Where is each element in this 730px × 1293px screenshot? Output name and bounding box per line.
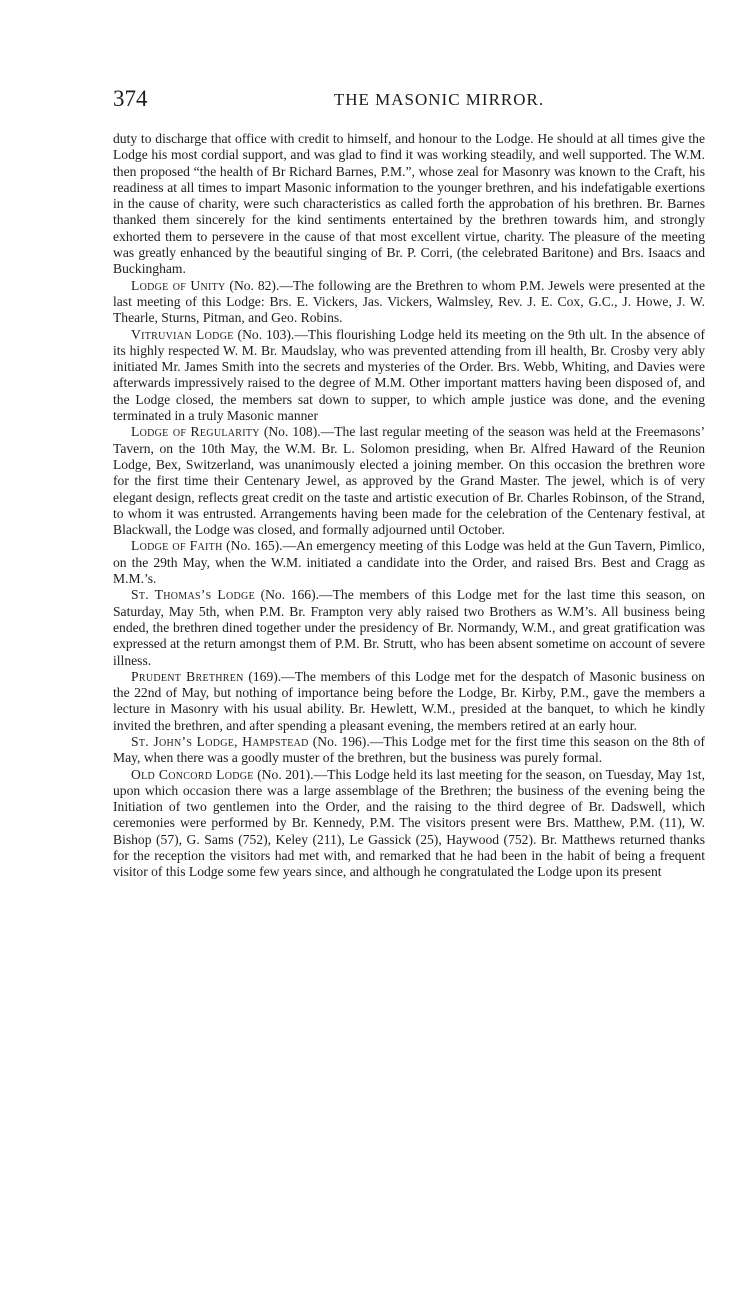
lodge-heading: Lodge of Faith — [131, 538, 223, 554]
paragraph-text: (No. 103).—This flourishing Lodge held its meeting on the 9th ult. In the absence of its highly respected W. M. Br. Maudslay, who was prevented attending from ill health, Br. Crosby very ably initiated Mr. James Smith into the secrets and mysteries of the Order. Brs. Webb, Whiting, and Davies were afterwards impressively raised to the degree of M.M. Other important matters having been disposed of, and the Lodge closed, the members sat down to supper, to which ample justice was done, and the evening terminated in a truly Masonic manner — [113, 326, 705, 424]
paragraph-lodge-of-faith — [113, 538, 705, 587]
page-number: 374 — [113, 86, 148, 111]
paragraph-lodge-of-unity — [113, 278, 705, 327]
paragraph-st-thomas-lodge — [113, 587, 705, 668]
lodge-heading: Old Concord Lodge — [131, 766, 254, 782]
paragraph-text: (No. 108).—The last regular meeting of the season was held at the Freemasons’ Tavern, on the 10th May, the W.M. Br. L. Solomon presiding, when Br. Alfred Haward of the Reunion Lodge, Bex, Switzerland, was unanimously elected a joining member. On this occasion the brethren wore for the first time their Centenary Jewel, as approved by the Grand Master. The jewel, which is of very elegant design, reflects great credit on the taste and artistic execution of Br. Charles Robinson, of the Strand, to whom it was entrusted. Arrangements having been made for the celebration of the Centenary festival, at Blackwall, the Lodge was closed, and formally adjourned until October. — [113, 424, 705, 538]
paragraph-old-concord-lodge — [113, 767, 705, 881]
paragraph-vitruvian-lodge — [113, 327, 705, 425]
page-header — [113, 86, 705, 118]
paragraph-prudent-brethren — [113, 669, 705, 734]
lodge-heading: Lodge of Unity — [131, 277, 226, 293]
paragraph-text: (No. 165).—An emergency meeting of this Lodge was held at the Gun Tavern, Pimlico, on the 29th May, when the W.M. initiated a candidate into the Order, and raised Brs. Best and Cragg as M.M.’s. — [113, 538, 705, 587]
article-body — [113, 131, 705, 881]
paragraph-text: (No. 196).—This Lodge met for the first time this season on the 8th of May, when there was a goodly muster of the brethren, but the business was purely formal. — [113, 733, 705, 766]
paragraph-continuation — [113, 131, 705, 278]
lodge-heading: Lodge of Regularity — [131, 424, 260, 440]
lodge-heading: Vitruvian Lodge — [131, 326, 234, 342]
paragraph-text: duty to discharge that office with credit to himself, and honour to the Lodge. He should at all times give the Lodge his most cordial support, and was glad to find it was working steadily, and well supported. The W.M. then proposed “the health of Br Richard Barnes, P.M.”, whose zeal for Masonry was known to the Craft, his readiness at all times to impart Masonic information to the younger brethren, and his indefatigable exertions in the cause of charity, were such characteristics as called forth the approbation of his brethren. Br. Barnes thanked them sincerely for the kind sentiments entertained by the brethren towards him, and strongly exhorted them to persevere in the cause of that most excellent virtue, charity. The pleasure of the meeting was greatly enhanced by the beautiful singing of Br. P. Corri, (the celebrated Baritone) and Brs. Isaacs and Buckingham. — [113, 131, 705, 277]
running-title: THE MASONIC MIRROR. — [333, 90, 545, 109]
paragraph-text: (169).—The members of this Lodge met for the despatch of Masonic business on the 22nd of May, but nothing of importance being before the Lodge, Br. Kirby, P.M., gave the members a lecture in Masonry with his usual ability. Br. Hewlett, W.M., presided at the banquet, to which he kindly invited the brethren, and after spending a pleasant evening, the members retired at an early hour. — [113, 668, 705, 733]
lodge-heading: St. John’s Lodge, Hampstead — [131, 733, 309, 749]
lodge-heading: St. Thomas’s Lodge — [131, 587, 255, 603]
lodge-heading: Prudent Brethren — [131, 668, 244, 684]
paragraph-text: (No. 201).—This Lodge held its last meeting for the season, on Tuesday, May 1st, upon which occasion there was a large assemblage of the Brethren; the business of the evening being the Initiation of two gentlemen into the Order, and the raising to the third degree of Br. Dadswell, which ceremonies were performed by Br. Kennedy, P.M. The visitors present were Brs. Matthew, P.M. (11), W. Bishop (57), G. Sams (752), Keley (211), Le Gassick (25), Haywood (752). Br. Matthews returned thanks for the reception the visitors had met with, and remarked that he had been in the habit of being a frequent visitor of this Lodge some few years since, and although he congratulated the Lodge upon its present — [113, 766, 705, 880]
paragraph-lodge-of-regularity — [113, 424, 705, 538]
paragraph-text: (No. 166).—The members of this Lodge met for the last time this season, on Saturday, May 5th, when P.M. Br. Frampton very ably raised two Brothers as W.M’s. All business being ended, the brethren dined together under the presidency of Br. Normandy, W.M., and great gratification was expressed at the return amongst them of P.M. Br. Strutt, who has been absent sometime on account of severe illness. — [113, 587, 706, 668]
paragraph-st-johns-lodge — [113, 734, 705, 767]
paragraph-text: (No. 82).—The following are the Brethren to whom P.M. Jewels were presented at the last meeting of this Lodge: Brs. E. Vickers, Jas. Vickers, Walmsley, Rev. J. E. Cox, G.C., J. Howe, J. W. Thearle, Sturns, Pitman, and Geo. Robins. — [113, 277, 705, 326]
